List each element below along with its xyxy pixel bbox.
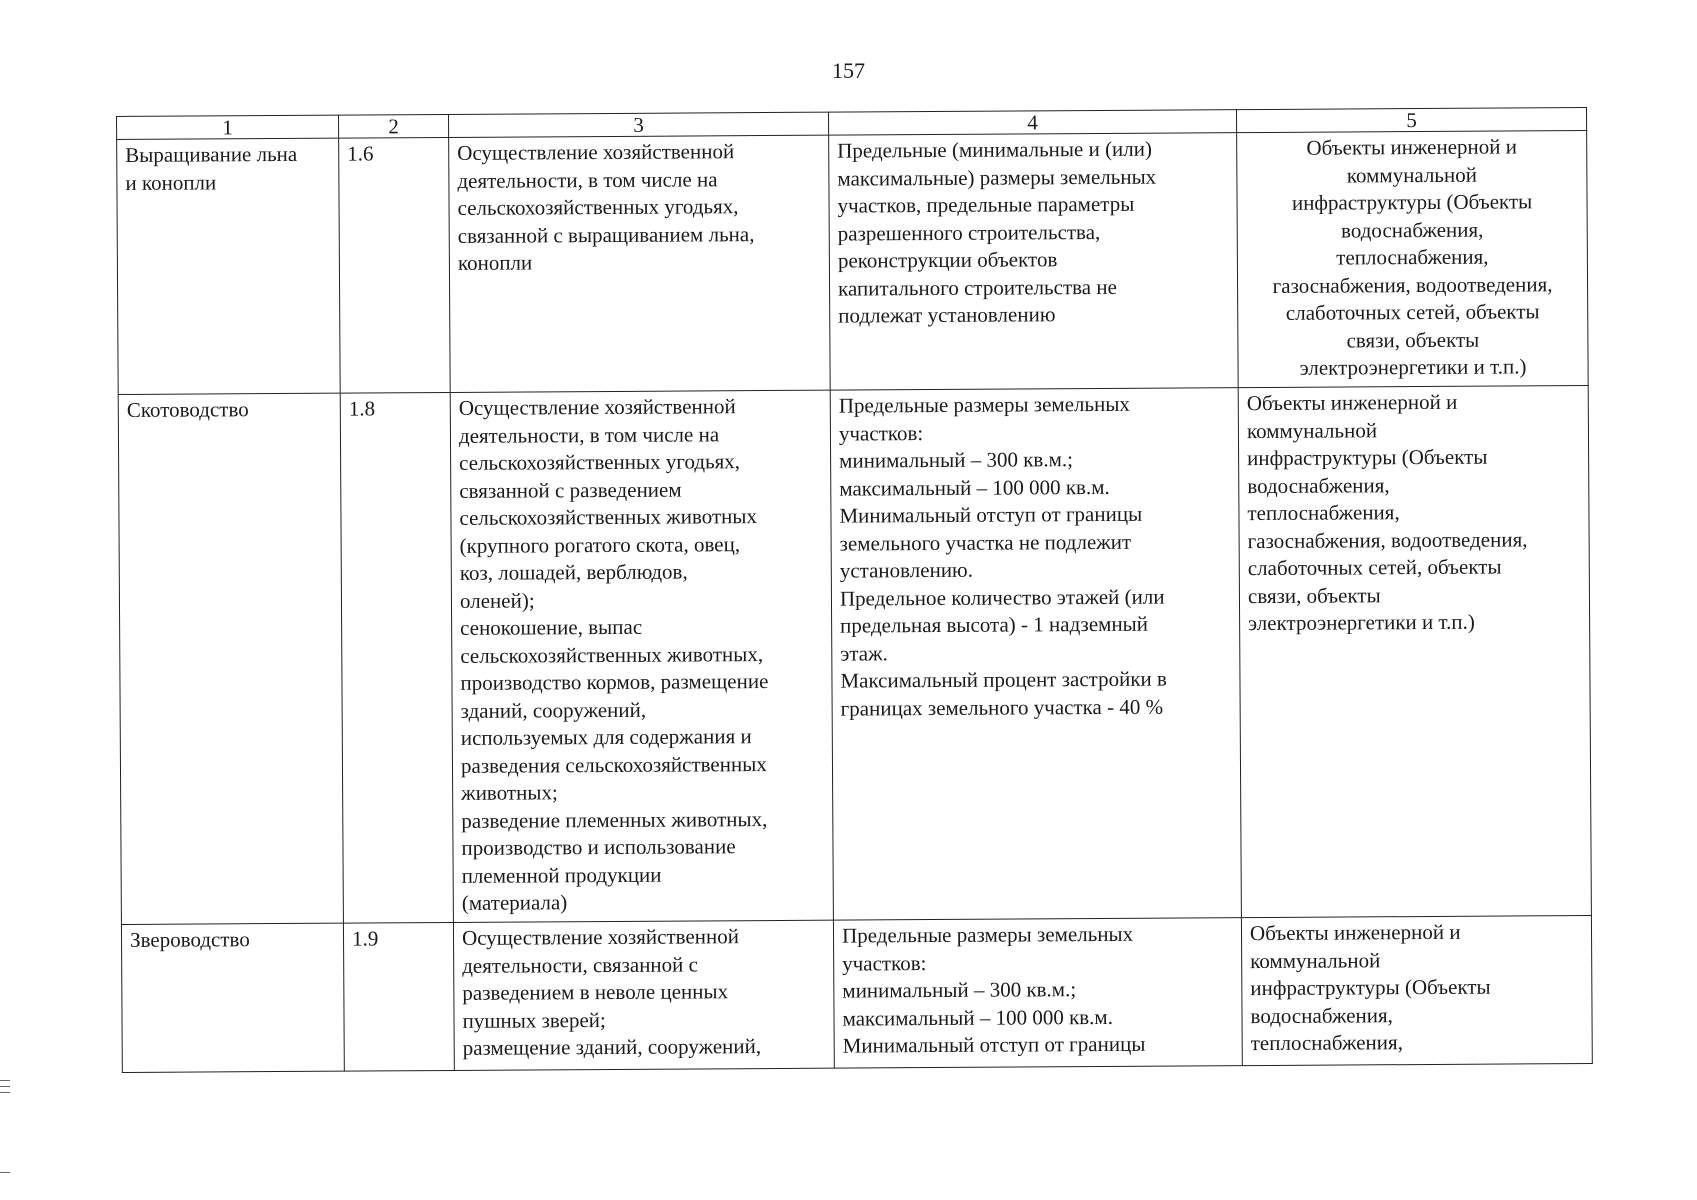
use-parameters: Предельные размеры земельных участков: минимальный – 300 кв.м.; максимальный – 100 000 кв.м. Минимальный отступ от границы земельного участка не подлежит установлению. Предельное количество этажей (или предельная высота) - 1 надземный этаж. Максимальный процент застройки в границах земельного участка - 40 % (830, 388, 1241, 920)
table-row (121, 916, 1592, 1073)
land-use-table (116, 107, 1593, 1073)
use-objects: Объекты инженерной и коммунальной инфраструктуры (Объекты водоснабжения, теплоснабжения, газоснабжения, водоотведения, слаботочных сетей, объекты связи, объекты электроэнергетики и т.п.) (1238, 386, 1591, 918)
column-number-2: 2 (338, 114, 448, 138)
use-name: Выращивание льна и конопли (117, 138, 341, 394)
column-number-3: 3 (448, 112, 828, 137)
scan-margin-mark (0, 1092, 10, 1093)
use-description: Осуществление хозяйственной деятельности, связанной с разведением в неволе ценных пушных зверей; размещение зданий, сооружений, (453, 920, 834, 1070)
use-objects: Объекты инженерной и коммунальной инфраструктуры (Объекты водоснабжения, теплоснабжения, (1241, 916, 1592, 1066)
scan-margin-mark (0, 1080, 10, 1081)
table-row (117, 131, 1589, 395)
column-number-5: 5 (1236, 108, 1586, 133)
page-number: 157 (832, 58, 865, 83)
use-parameters: Предельные размеры земельных участков: минимальный – 300 кв.м.; максимальный – 100 000 кв.м. Минимальный отступ от границы (833, 918, 1242, 1068)
use-parameters: Предельные (минимальные и (или) максимальные) размеры земельных участков, предельные параметры разрешенного строительства, реконструкции объектов капитального строительства не подлежат установлению (829, 133, 1239, 390)
use-name: Звероводство (121, 923, 344, 1072)
use-description: Осуществление хозяйственной деятельности, в том числе на сельскохозяйственных угодьях, связанной с разведением сельскохозяйственных животных (крупного рогатого скота, овец, коз, лошадей, верблюдов, оленей); сенокошение, выпас сельскохозяйственных животных, производство кормов, размещение зданий, сооружений, используемых для содержания и разведения сельскохозяйственных животных; разведение племенных животных, производство и использование племенной продукции (материала) (450, 390, 833, 922)
column-number-4: 4 (828, 110, 1236, 135)
use-description: Осуществление хозяйственной деятельности, в том числе на сельскохозяйственных угодьях, связанной с выращиванием льна, конопли (449, 135, 831, 392)
column-number-1: 1 (117, 115, 339, 139)
use-code: 1.8 (340, 392, 453, 923)
use-code: 1.9 (343, 922, 454, 1071)
use-code: 1.6 (339, 137, 451, 393)
use-name: Скотоводство (118, 393, 343, 924)
scan-margin-mark (0, 1086, 10, 1087)
use-objects: Объекты инженерной и коммунальной инфраструктуры (Объекты водоснабжения, теплоснабжения, газоснабжения, водоотведения, слаботочных сетей, объекты связи, объекты электроэнергетики и т.п.) (1237, 131, 1589, 388)
scan-margin-mark (0, 1172, 10, 1173)
table-row (118, 386, 1591, 925)
